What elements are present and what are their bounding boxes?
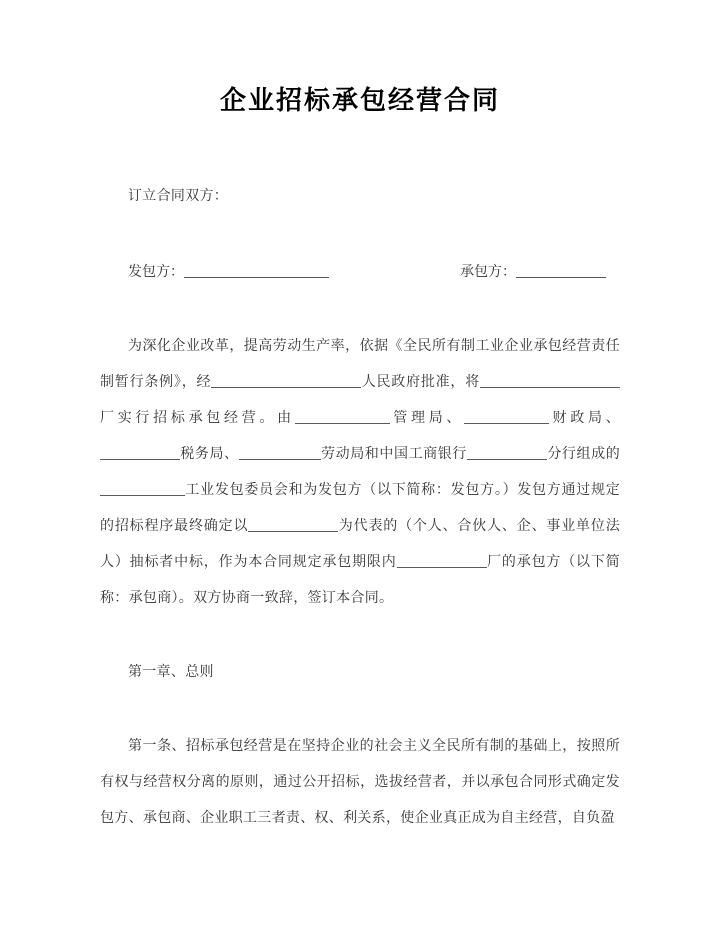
preamble-text-finance-bureau: 财政局、	[549, 409, 620, 425]
article-1-text: 第一条、招标承包经营是在坚持企业的社会主义全民所有制的基础上，按照所有权与经营权分离的原则，通过公开招标，选拔经营者，并以承包合同形式确定发包方、承包商、企业职工三者责、权、利关系，使企业真正成为自主经营，自负盈	[100, 737, 620, 825]
party-b-label: 承包方：	[460, 263, 516, 279]
party-b-group	[460, 253, 606, 289]
contracted-factory-blank-line	[397, 554, 487, 568]
finance-bureau-blank-line	[464, 410, 549, 424]
preamble-text-committee: 分行组成的	[547, 445, 621, 461]
chapter-1-heading-text: 第一章、总则	[128, 663, 214, 679]
tax-bureau-blank-line	[100, 446, 180, 460]
winning-bidder-blank-line	[248, 518, 338, 532]
party-a-blank-line	[184, 264, 329, 278]
article-1-paragraph	[100, 727, 620, 835]
preamble-text-winner: 为代表的（个人、合伙人、企、事业单位法人）抽标者中标，作为本合同规定承包期限内	[100, 517, 621, 569]
preamble-text-implement: 厂实行招标承包经营。由	[100, 409, 295, 425]
party-a-group	[128, 253, 329, 289]
parties-intro-text: 订立合同双方：	[128, 187, 229, 203]
approving-government-blank-line	[211, 374, 361, 388]
admin-bureau-blank-line	[295, 410, 390, 424]
preamble-text-tax-bureau: 税务局、	[180, 445, 239, 461]
preamble-text-basis: 为深化企业改革，提高劳动生产率，依据《全民所有制工业企业承包经营责任制暂行条例》，经	[100, 337, 620, 389]
preamble-text-bank: 劳动局和中国工商银行	[320, 445, 468, 461]
document-title: 企业招标承包经营合同	[219, 85, 500, 115]
preamble-text-admin-bureau: 管理局、	[389, 409, 465, 425]
labor-bureau-blank-line	[239, 446, 321, 460]
party-a-label: 发包方：	[128, 263, 184, 279]
party-b-blank-line	[516, 264, 606, 278]
preamble-text-approval: 人民政府批准，将	[361, 373, 480, 389]
parties-intro-line	[100, 177, 620, 213]
bank-branch-blank-line	[467, 446, 547, 460]
committee-region-blank-line	[100, 482, 185, 496]
chapter-1-heading	[100, 653, 620, 689]
factory-name-blank-line	[480, 374, 620, 388]
party-labels-row	[100, 253, 620, 289]
preamble-paragraph	[100, 327, 620, 615]
preamble-text-conclusion: 厂的承包方（以下简称：承包商）。双方协商一致辞，签订本合同。	[100, 553, 621, 605]
preamble-text-tender-procedure: 工业发包委员会和为发包方（以下简称：发包方。）发包方通过规定的招标程序最终确定以	[100, 481, 620, 533]
